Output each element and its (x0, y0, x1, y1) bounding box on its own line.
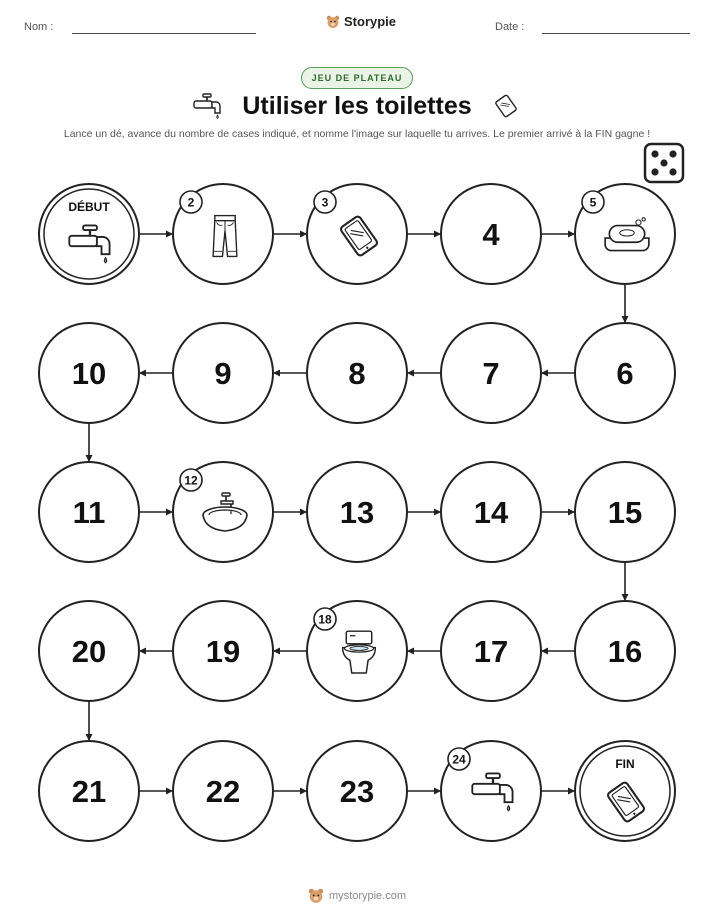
space-number: 11 (72, 495, 106, 530)
board-space-6[interactable] (575, 323, 675, 423)
space-number: 3 (321, 195, 329, 210)
instructions: Lance un dé, avance du nombre de cases indiqué, et nomme l'image sur laquelle tu arrives. Le premier arrivé à la FIN gagne ! (63, 128, 651, 140)
space-number: 17 (473, 634, 509, 669)
start-label: DÉBUT (68, 200, 110, 214)
board-space-24[interactable] (441, 741, 541, 841)
date-label: Date : (495, 21, 525, 33)
space-number: 6 (616, 356, 634, 391)
name-label: Nom : (24, 21, 54, 33)
space-number: 15 (607, 495, 643, 530)
board-space-14[interactable] (441, 462, 541, 562)
board-space-23[interactable] (307, 741, 407, 841)
space-number: 10 (71, 356, 107, 391)
board-space-7[interactable] (441, 323, 541, 423)
board-space-8[interactable] (307, 323, 407, 423)
board-space-10[interactable] (39, 323, 139, 423)
end-label: FIN (615, 757, 635, 771)
space-number: 21 (71, 774, 107, 809)
board-space-21[interactable] (39, 741, 139, 841)
space-number: 19 (205, 634, 241, 669)
board-space-9[interactable] (173, 323, 273, 423)
brand-name: Storypie (344, 14, 397, 29)
bear-logo-icon (308, 888, 324, 904)
space-number: 18 (318, 612, 332, 627)
space-number: 23 (339, 774, 375, 809)
board-space-18[interactable] (307, 601, 407, 701)
space-number: 5 (589, 195, 597, 210)
space-number: 14 (473, 495, 509, 530)
board-space-3[interactable] (307, 184, 407, 284)
space-number: 13 (339, 495, 375, 530)
board-space-15[interactable] (575, 462, 675, 562)
board-space-19[interactable] (173, 601, 273, 701)
space-number: 20 (71, 634, 107, 669)
board-space-20[interactable] (39, 601, 139, 701)
game-badge: JEU DE PLATEAU (301, 67, 413, 89)
footer (0, 888, 714, 904)
board-space-4[interactable] (441, 184, 541, 284)
space-number: 8 (348, 356, 366, 391)
board-space-17[interactable] (441, 601, 541, 701)
space-number: 24 (452, 752, 466, 767)
space-number: 4 (482, 217, 500, 252)
space-number: 9 (214, 356, 232, 391)
board-space-11[interactable] (39, 462, 139, 562)
board-space-16[interactable] (575, 601, 675, 701)
board-space-1[interactable] (39, 184, 139, 284)
board-space-13[interactable] (307, 462, 407, 562)
board-space-25[interactable] (575, 741, 675, 841)
board-space-2[interactable] (173, 184, 273, 284)
space-number: 12 (184, 473, 198, 488)
board-space-12[interactable] (173, 462, 273, 562)
space-number: 16 (607, 634, 643, 669)
board-space-5[interactable] (575, 184, 675, 284)
space-number: 2 (187, 195, 195, 210)
space-number: 22 (205, 774, 241, 809)
page-title: Utiliser les toilettes (242, 92, 472, 120)
dice-five-icon (643, 142, 685, 184)
space-number: 7 (482, 356, 500, 391)
board-space-22[interactable] (173, 741, 273, 841)
footer-url: mystorypie.com (328, 890, 407, 902)
